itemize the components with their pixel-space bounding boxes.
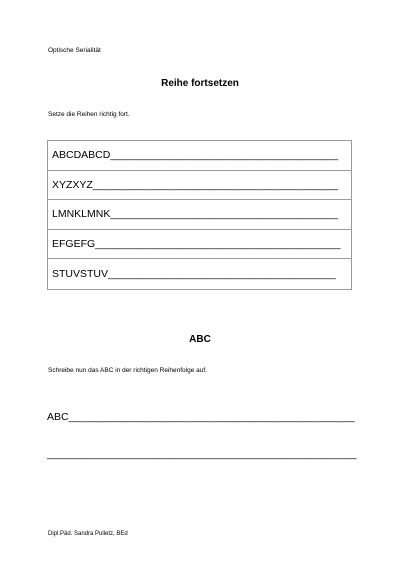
- abc-writing-line[interactable]: ABC_________________________________________________: [47, 411, 355, 423]
- series-row[interactable]: ABCDABCD_______________________________________: [48, 141, 351, 171]
- instruction-reihe: Setze die Reihen richtig fort.: [48, 111, 130, 118]
- series-table: [47, 140, 352, 290]
- section-title-reihe: Reihe fortsetzen: [161, 78, 239, 89]
- blank-writing-line[interactable]: _____________________________________________________: [47, 448, 357, 460]
- section-title-abc: ABC: [189, 334, 211, 345]
- series-row[interactable]: LMNKLMNK_______________________________________: [48, 200, 351, 230]
- series-row[interactable]: XYZXYZ__________________________________________: [48, 171, 351, 201]
- series-row[interactable]: EFGEFG__________________________________________: [48, 230, 351, 260]
- footer-author: Dipl.Päd. Sandra Pulletz, BEd: [48, 531, 128, 537]
- series-row[interactable]: STUVSTUV_______________________________________: [52, 268, 336, 281]
- instruction-abc: Schreibe nun das ABC in der richtigen Reihenfolge auf.: [48, 367, 207, 374]
- header-text: Optische Serialität: [48, 47, 101, 54]
